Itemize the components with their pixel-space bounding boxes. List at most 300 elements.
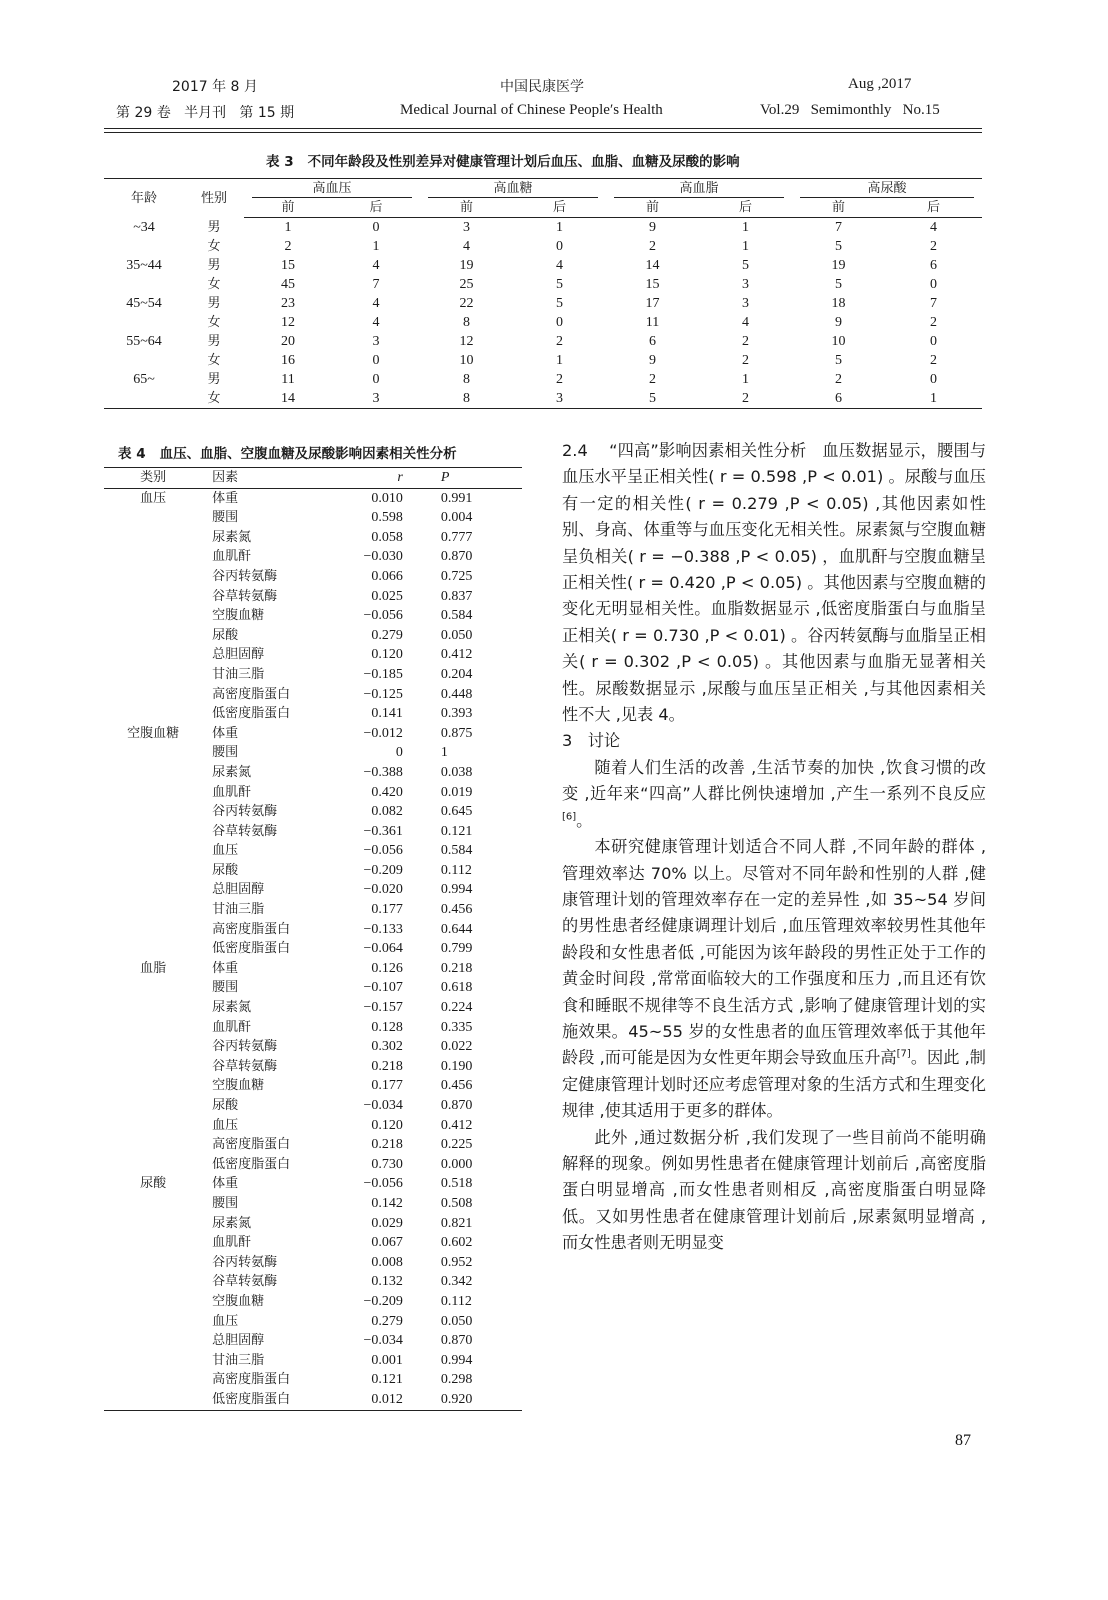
table4-row: [104, 1174, 522, 1194]
table3-row: [104, 294, 982, 313]
table4-cell-category: [104, 1155, 202, 1175]
table3-cell-value: 2: [556, 334, 563, 349]
table4-row: [104, 1037, 522, 1057]
table4-row: [104, 1214, 522, 1234]
table4-cell-factor: 谷丙转氨酶: [212, 1254, 278, 1270]
table4-row: [104, 1194, 522, 1214]
table4-row: [104, 1116, 522, 1136]
table4-cell-factor: 低密度脂蛋白: [212, 706, 291, 722]
table4-row: [104, 665, 522, 685]
table3-row: [104, 313, 982, 332]
table4-cell-r: 0.008: [371, 1254, 403, 1270]
table3-cell-sex: 男: [207, 372, 221, 387]
table4-cell-p: 0.456: [440, 1078, 473, 1094]
table4-cell-p: 0.204: [440, 666, 473, 682]
table3-cell-value: 8: [463, 372, 470, 387]
table4-cell-r: 0.598: [371, 510, 403, 526]
table3-subheader: 前: [420, 198, 513, 218]
table3-cell-value: 1: [372, 239, 380, 254]
table4-cell-r: 0.066: [371, 568, 403, 584]
table4-cell-factor: 甘油三脂: [212, 666, 265, 682]
table3-cell-value: 1: [742, 220, 749, 235]
table4-cell-category: [104, 508, 202, 528]
table3-cell-value: 1: [742, 372, 749, 387]
table4-cell-factor: 总胆固醇: [212, 882, 265, 898]
table4-cell-category: [104, 1194, 202, 1214]
table4-cell-factor: 尿酸: [212, 627, 239, 643]
table4-cell-r: −0.209: [363, 1293, 403, 1309]
table4-cell-category: [104, 1037, 202, 1057]
table3-cell-value: 3: [372, 334, 380, 349]
table4-cell-category: [104, 547, 202, 567]
table4-row: [104, 743, 522, 763]
table4-cell-factor: 总胆固醇: [212, 1333, 265, 1349]
header-date-en: Aug ,2017: [848, 76, 912, 92]
table3-header-sex: 性别: [184, 179, 244, 218]
table4-cell-category: [104, 1096, 202, 1116]
table3-cell-value: 2: [930, 239, 937, 254]
table4-cell-category: [104, 1253, 202, 1273]
table4-caption-text: 血压、血脂、空腹血糖及尿酸影响因素相关性分析: [159, 446, 457, 462]
table4-row: [104, 645, 522, 665]
header-rule: [104, 128, 982, 129]
table4-cell-factor: 高密度脂蛋白: [212, 1137, 291, 1153]
table4-cell-r: 0.218: [371, 1137, 403, 1153]
table4-cell-category: [104, 704, 202, 724]
table4-row: [104, 1331, 522, 1351]
table4-cell-category: [104, 1076, 202, 1096]
table4-cell-r: 0.012: [328, 1390, 403, 1410]
table4-row: [104, 959, 522, 979]
table4-row: [104, 1370, 522, 1390]
table3-cell-value: 0: [930, 372, 937, 387]
table3-cell-value: 2: [930, 353, 937, 368]
table4-row: [104, 920, 522, 940]
table3-subheader: 前: [792, 198, 885, 218]
table4-cell-p: 0.038: [440, 764, 473, 780]
paragraph-text: 本研究健康管理计划适合不同人群 ,不同年龄的群体 ,管理效率达 70% 以上。尽管对不同年龄和性别的人群 ,健康管理计划的管理效率存在一定的差异性 ,如 35~54 岁间的男性患者经健康调理计划后 ,血压管理效率较男性其他年龄段和女性患者低 ,可能因为该年龄段的男性正处于工作的黄金时间段 ,常常面临较大的工作强度和压力 ,而且还有饮食和睡眠不规律等不良生活方式 ,影响了健康管理计划的实施效果。45~55 岁的女性患者的血压管理效率低于其他年龄段 ,而可能是因为女性更年期会导致血压升高: [562, 837, 986, 1068]
table4-caption-number: 表 4: [118, 446, 146, 462]
table4-cell-factor: 高密度脂蛋白: [212, 921, 291, 937]
table4-cell-factor: 血肌酐: [212, 549, 252, 565]
table4-cell-factor: 血压: [212, 843, 239, 859]
table4-row: [104, 1076, 522, 1096]
table4-cell-category: [104, 606, 202, 626]
table3-cell-value: 3: [332, 389, 420, 409]
table3-cell-sex: 男: [207, 219, 221, 235]
table4-cell-factor: 腰围: [212, 745, 239, 761]
table4-cell-factor: 高密度脂蛋白: [212, 686, 291, 702]
section-2-4-text: 血压数据显示，腰围与血压水平呈正相关性( r = 0.598 ,P < 0.01) 。尿酸与血压有一定的相关性( r = 0.279 ,P < 0.05) ,其他因素如性别、身高、体重等与血压变化无相关性。尿素氮与空腹血糖呈负相关( r = −0.388 ,P < 0.05) ，血肌酐与空腹血糖呈正相关性( r = 0.420 ,P < 0.05) 。其他因素与空腹血糖的变化无明显相关性。血脂数据显示 ,低密度脂蛋白与血脂呈正相关( r = 0.730 ,P < 0.01) 。谷丙转氨酶与血脂呈正相关( r = 0.302 ,P < 0.05) 。其他因素与血脂无显著相关性。尿酸数据显示 ,尿酸与血压呈正相关 ,与其他因素相关性不大 ,见表 4。: [562, 441, 987, 725]
table4-cell-category: [104, 528, 202, 548]
table4-cell-category: [104, 1292, 202, 1312]
table4-cell-factor: 尿酸: [212, 1098, 239, 1113]
table4-row: [104, 1253, 522, 1273]
table4-cell-r: 0.420: [371, 784, 403, 800]
table3-cell-value: 6: [792, 389, 885, 409]
table4-cell-p: 0.112: [440, 1293, 472, 1309]
table3-caption-text: 不同年龄段及性别差异对健康管理计划后血压、血脂、血糖及尿酸的影响: [307, 154, 740, 170]
table4-cell-factor: 腰围: [212, 1195, 239, 1211]
table3-cell-value: 45: [281, 277, 295, 292]
table4-row: [104, 880, 522, 900]
table4-cell-r: 0.058: [371, 529, 403, 545]
table4-cell-p: 0.837: [440, 588, 473, 604]
table4-row: [104, 1312, 522, 1332]
table4-caption: [118, 442, 457, 462]
discussion-paragraph-2: [562, 834, 986, 1124]
table4-cell-category: [104, 1018, 202, 1038]
table4-row: [104, 900, 522, 920]
table3-cell-age: ~34: [133, 219, 155, 235]
table4-cell-p: 0.342: [440, 1274, 473, 1290]
table4-cell-r: 0.126: [371, 960, 403, 976]
table3-cell-value: 2: [649, 372, 656, 387]
table4-row: [104, 547, 522, 567]
table4-row: [104, 724, 522, 744]
table3-subheader: 前: [244, 198, 332, 218]
table3-cell-value: 14: [645, 258, 660, 273]
table4-cell-category: [104, 743, 202, 763]
table3-caption-number: 表 3: [266, 154, 294, 170]
table4-row: [104, 783, 522, 803]
table4-cell-category: 空腹血糖: [127, 725, 180, 741]
table4-header-factor: 因素: [202, 468, 328, 489]
table4-cell-r: 0.218: [371, 1058, 403, 1074]
table4-cell-category: [104, 626, 202, 646]
table4-cell-category: [104, 841, 202, 861]
table4-cell-category: [104, 1272, 202, 1292]
table4-row: [104, 606, 522, 626]
table3-cell-value: 18: [831, 296, 846, 311]
table3-cell-value: 3: [742, 277, 749, 292]
table3-cell-value: 1: [556, 353, 563, 368]
table4-cell-factor: 尿素氮: [212, 1000, 252, 1016]
table3-cell-sex: 男: [207, 296, 221, 311]
table3-group-header: [792, 179, 982, 199]
table3-cell-value: 6: [930, 258, 937, 273]
table3-cell-value: 5: [556, 296, 563, 311]
table4-row: [104, 763, 522, 783]
table3-cell-value: 17: [645, 296, 660, 311]
table4-cell-p: 0.412: [440, 1117, 473, 1133]
table3-cell-sex: 男: [207, 334, 221, 349]
table3-cell-value: 7: [835, 220, 842, 235]
table4-row: [104, 528, 522, 548]
table4-cell-factor: 腰围: [212, 510, 239, 526]
table4-row: [104, 861, 522, 881]
table4-cell-factor: 甘油三脂: [212, 1352, 265, 1368]
table3-cell-age: [104, 389, 184, 409]
table4-cell-r: −0.388: [363, 764, 403, 780]
table4-row: [104, 685, 522, 705]
table4-cell-factor: 谷丙转氨酶: [212, 568, 278, 584]
table3-cell-value: 2: [930, 315, 937, 330]
table4-cell-factor: 血肌酐: [212, 784, 252, 800]
section-3-number: 3: [562, 731, 573, 751]
table4-cell-p: 0.050: [440, 627, 473, 643]
table4-row: [104, 1233, 522, 1253]
table4-cell-p: 0.121: [440, 823, 473, 839]
table3-cell-value: 7: [372, 277, 380, 292]
table3-group-label: 高尿酸: [867, 181, 907, 196]
table4-row: [104, 939, 522, 959]
table4-header-p: P: [403, 468, 522, 489]
table4-cell-category: [104, 1370, 202, 1390]
table4-cell-r: 0: [395, 745, 403, 761]
table4: [104, 467, 522, 1411]
table4-cell-factor: 体重: [212, 490, 239, 506]
table4-cell-factor: 体重: [212, 960, 239, 976]
table4-cell-category: [104, 802, 202, 822]
table4-cell-p: 0.821: [440, 1215, 473, 1231]
table3-cell-value: 0: [556, 239, 563, 254]
paragraph-text: 此外 ,通过数据分析 ,我们发现了一些目前尚不能明确解释的现象。例如男性患者在健康管理计划前后 ,高密度脂蛋白明显增高 ,而女性患者则相反 ,高密度脂蛋白明显降低。又如男性患者在健康管理计划前后 ,尿素氮明显增高 ,而女性患者则无明显变: [562, 1127, 986, 1253]
table3-cell-value: 9: [835, 315, 842, 330]
table4-cell-r: −0.030: [363, 549, 403, 565]
table4-row: [104, 508, 522, 528]
table3-cell-value: 5: [606, 389, 699, 409]
table3-row: [104, 389, 982, 409]
table3-cell-value: 4: [742, 315, 749, 330]
table4-cell-p: 0.602: [440, 1235, 473, 1251]
table3-cell-value: 5: [835, 239, 842, 254]
table3-cell-value: 3: [513, 389, 606, 409]
table4-cell-p: 0.584: [440, 843, 473, 859]
table3-cell-value: 12: [459, 334, 474, 349]
table4-cell-category: [104, 587, 202, 607]
section-2-4-title: “四高”影响因素相关性分析: [609, 441, 807, 460]
table4-cell-category: [104, 1116, 202, 1136]
table4-row: [104, 802, 522, 822]
table4-cell-r: 0.142: [371, 1195, 403, 1211]
table4-cell-factor: 空腹血糖: [212, 1293, 265, 1309]
table3-cell-value: 0: [930, 277, 937, 292]
table3-cell-value: 12: [281, 315, 295, 330]
table4-cell-factor: 尿酸: [212, 862, 239, 878]
table4-cell-p: 0.412: [440, 647, 473, 663]
table4-cell-r: −0.034: [363, 1098, 403, 1113]
table4-row: [104, 998, 522, 1018]
table4-cell-r: −0.056: [363, 843, 403, 859]
table4-cell-factor: 谷草转氨酶: [212, 1058, 278, 1074]
table3-cell-value: 2: [699, 389, 792, 409]
table4-cell-r: 0.029: [371, 1215, 403, 1231]
table4-cell-factor: 谷丙转氨酶: [212, 804, 278, 820]
table3-cell-value: 7: [930, 296, 937, 311]
journal-title-en: Medical Journal of Chinese People′s Health: [400, 102, 663, 118]
table4-cell-p: 0.508: [440, 1195, 473, 1211]
table4-cell-factor: 尿素氮: [212, 529, 252, 545]
table3-cell-value: 9: [649, 220, 656, 235]
table3-cell-value: 2: [835, 372, 842, 387]
table4-cell-r: −0.064: [363, 941, 403, 957]
table4-cell-p: 0.870: [440, 1098, 473, 1113]
table3-cell-value: 0: [372, 372, 380, 387]
table4-cell-category: [104, 685, 202, 705]
table4-cell-p: 0.518: [440, 1176, 473, 1192]
table3-caption: [266, 150, 740, 170]
table4-cell-factor: 总胆固醇: [212, 647, 265, 663]
table4-cell-p: 0.870: [440, 549, 473, 565]
table3-cell-value: 20: [281, 334, 295, 349]
table3-cell-value: 0: [930, 334, 937, 349]
table3-cell-value: 11: [281, 372, 295, 387]
table4-cell-r: 0.279: [371, 627, 403, 643]
table4-cell-factor: 谷草转氨酶: [212, 823, 278, 839]
table3-cell-value: 22: [459, 296, 474, 311]
table3-cell-age: 45~54: [126, 296, 162, 311]
table3-cell-age: 65~: [133, 372, 155, 387]
table3-cell-value: 2: [742, 334, 749, 349]
table4-cell-factor: 空腹血糖: [212, 608, 265, 624]
table3-cell-value: 0: [556, 315, 563, 330]
table4-cell-p: 0.335: [440, 1019, 473, 1035]
table4-cell-p: 0.994: [440, 882, 473, 898]
table3-subheader: 后: [332, 198, 420, 218]
table4-row: [104, 1292, 522, 1312]
table4-cell-r: 0.302: [371, 1039, 403, 1055]
table4-cell-p: 1: [440, 745, 448, 761]
table3-cell-sex: 女: [207, 277, 221, 292]
table3-cell-value: 16: [281, 353, 295, 368]
table4-cell-p: 0.920: [403, 1390, 522, 1410]
table3-cell-value: 8: [420, 389, 513, 409]
table4-cell-p: 0.448: [440, 686, 473, 702]
table4-cell-p: 0.050: [440, 1313, 473, 1329]
table3-row: [104, 332, 982, 351]
table4-cell-factor: 尿素氮: [212, 764, 252, 780]
table4-cell-r: −0.056: [363, 1176, 403, 1192]
table3-cell-age: [104, 351, 184, 370]
citation: [6]: [562, 811, 577, 823]
table3-cell-value: 25: [459, 277, 474, 292]
table4-cell-category: [104, 1135, 202, 1155]
table3-cell-value: 5: [742, 258, 749, 273]
table4-cell-r: 0.121: [371, 1372, 403, 1388]
table3-cell-value: 10: [459, 353, 474, 368]
table4-cell-category: [104, 665, 202, 685]
table4-cell-p: 0.644: [440, 921, 473, 937]
table3-cell-age: [104, 313, 184, 332]
table3-cell-value: 15: [281, 258, 295, 273]
section-2-4-number: 2.4: [562, 441, 588, 460]
table4-cell-category: [104, 861, 202, 881]
table4-cell-r: −0.209: [363, 862, 403, 878]
table4-cell-category: [104, 783, 202, 803]
table3-cell-value: 4: [930, 220, 937, 235]
table4-cell-r: 0.120: [371, 647, 403, 663]
table4-cell-r: 0.128: [371, 1019, 403, 1035]
table4-cell-r: 0.177: [371, 902, 403, 918]
table4-row: [104, 1390, 522, 1410]
table3-group-label: 高血脂: [679, 181, 719, 196]
table4-cell-factor: 血肌酐: [212, 1235, 252, 1251]
table3-cell-value: 5: [835, 353, 842, 368]
table4-row: [104, 1135, 522, 1155]
table4-cell-r: 0.132: [371, 1274, 403, 1290]
table3-row: [104, 351, 982, 370]
table3-cell-value: 11: [645, 315, 660, 330]
table4-cell-p: 0.225: [440, 1137, 473, 1153]
table4-cell-p: 0.298: [440, 1372, 473, 1388]
table3-cell-value: 2: [556, 372, 563, 387]
table4-cell-factor: 腰围: [212, 980, 239, 996]
table3-cell-age: 55~64: [126, 334, 162, 349]
table4-cell-r: −0.185: [363, 666, 403, 682]
table4-cell-factor: 甘油三脂: [212, 902, 265, 918]
table4-cell-p: 0.224: [440, 1000, 473, 1016]
table4-cell-r: −0.107: [363, 980, 403, 996]
table3-cell-age: [104, 237, 184, 256]
section-3-title: 讨论: [587, 731, 621, 751]
table4-cell-r: 0.082: [371, 804, 403, 820]
table4-cell-factor: 高密度脂蛋白: [212, 1372, 291, 1388]
table3-group-header: [420, 179, 606, 199]
table3-cell-value: 4: [372, 258, 380, 273]
paragraph-text: 。: [576, 810, 593, 830]
table4-cell-p: 0.991: [440, 490, 473, 506]
table4-cell-r: −0.056: [363, 608, 403, 624]
table4-cell-r: −0.361: [363, 823, 403, 839]
table3-row: [104, 237, 982, 256]
header-date-cn: 2017 年 8 月: [172, 79, 258, 95]
table3-group-header: [244, 179, 420, 199]
table3-cell-value: 8: [463, 315, 470, 330]
table4-cell-p: 0.875: [440, 725, 473, 741]
table4-row: [104, 1155, 522, 1175]
table4-cell-r: −0.012: [363, 725, 403, 741]
table4-cell-p: 0.019: [440, 784, 473, 800]
table3-cell-value: 9: [649, 353, 656, 368]
table4-cell-r: 0.010: [371, 490, 403, 506]
table3-cell-value: 4: [372, 296, 380, 311]
table4-cell-factor: 谷草转氨酶: [212, 1274, 278, 1290]
table4-cell-r: −0.020: [363, 882, 403, 898]
table4-header-r: r: [328, 468, 403, 489]
table4-row: [104, 488, 522, 508]
table4-cell-factor: 体重: [212, 725, 239, 741]
table3-cell-value: 2: [649, 239, 656, 254]
table3-row: [104, 218, 982, 238]
table3-subheader: 后: [513, 198, 606, 218]
paragraph-text: 随着人们生活的改善 ,生活节奏的加快 ,饮食习惯的改变 ,近年来“四高”人群比例快速增加 ,产生一系列不良反应: [562, 757, 986, 804]
table3-cell-value: 6: [649, 334, 656, 349]
table4-cell-category: 尿酸: [140, 1176, 167, 1192]
table4-cell-factor: 谷丙转氨酶: [212, 1039, 278, 1055]
paragraph-text: 。因此 ,制定健康管理计划时还应考虑管理对象的生活方式和生理变化规律 ,使其适用于更多的群体。: [562, 1048, 986, 1121]
table3-cell-value: 15: [645, 277, 660, 292]
table4-cell-p: 0.584: [440, 608, 473, 624]
table3-cell-value: 4: [463, 239, 470, 254]
table4-cell-category: [104, 1390, 202, 1410]
table3-cell-sex: 女: [207, 315, 221, 330]
table3-cell-value: 5: [556, 277, 563, 292]
table4-cell-r: −0.157: [363, 1000, 403, 1016]
table3: [104, 178, 982, 409]
table3-group-label: 高血糖: [493, 181, 533, 196]
table4-cell-p: 0.456: [440, 902, 473, 918]
table4-cell-p: 0.645: [440, 804, 473, 820]
section-2-4: [562, 438, 986, 728]
table4-cell-p: 0.000: [440, 1156, 473, 1172]
table3-cell-value: 23: [281, 296, 295, 311]
table4-row: [104, 978, 522, 998]
table4-row: [104, 841, 522, 861]
table3-group-label: 高血压: [312, 181, 352, 196]
table4-cell-factor: 低密度脂蛋白: [202, 1390, 328, 1410]
table4-row: [104, 1057, 522, 1077]
